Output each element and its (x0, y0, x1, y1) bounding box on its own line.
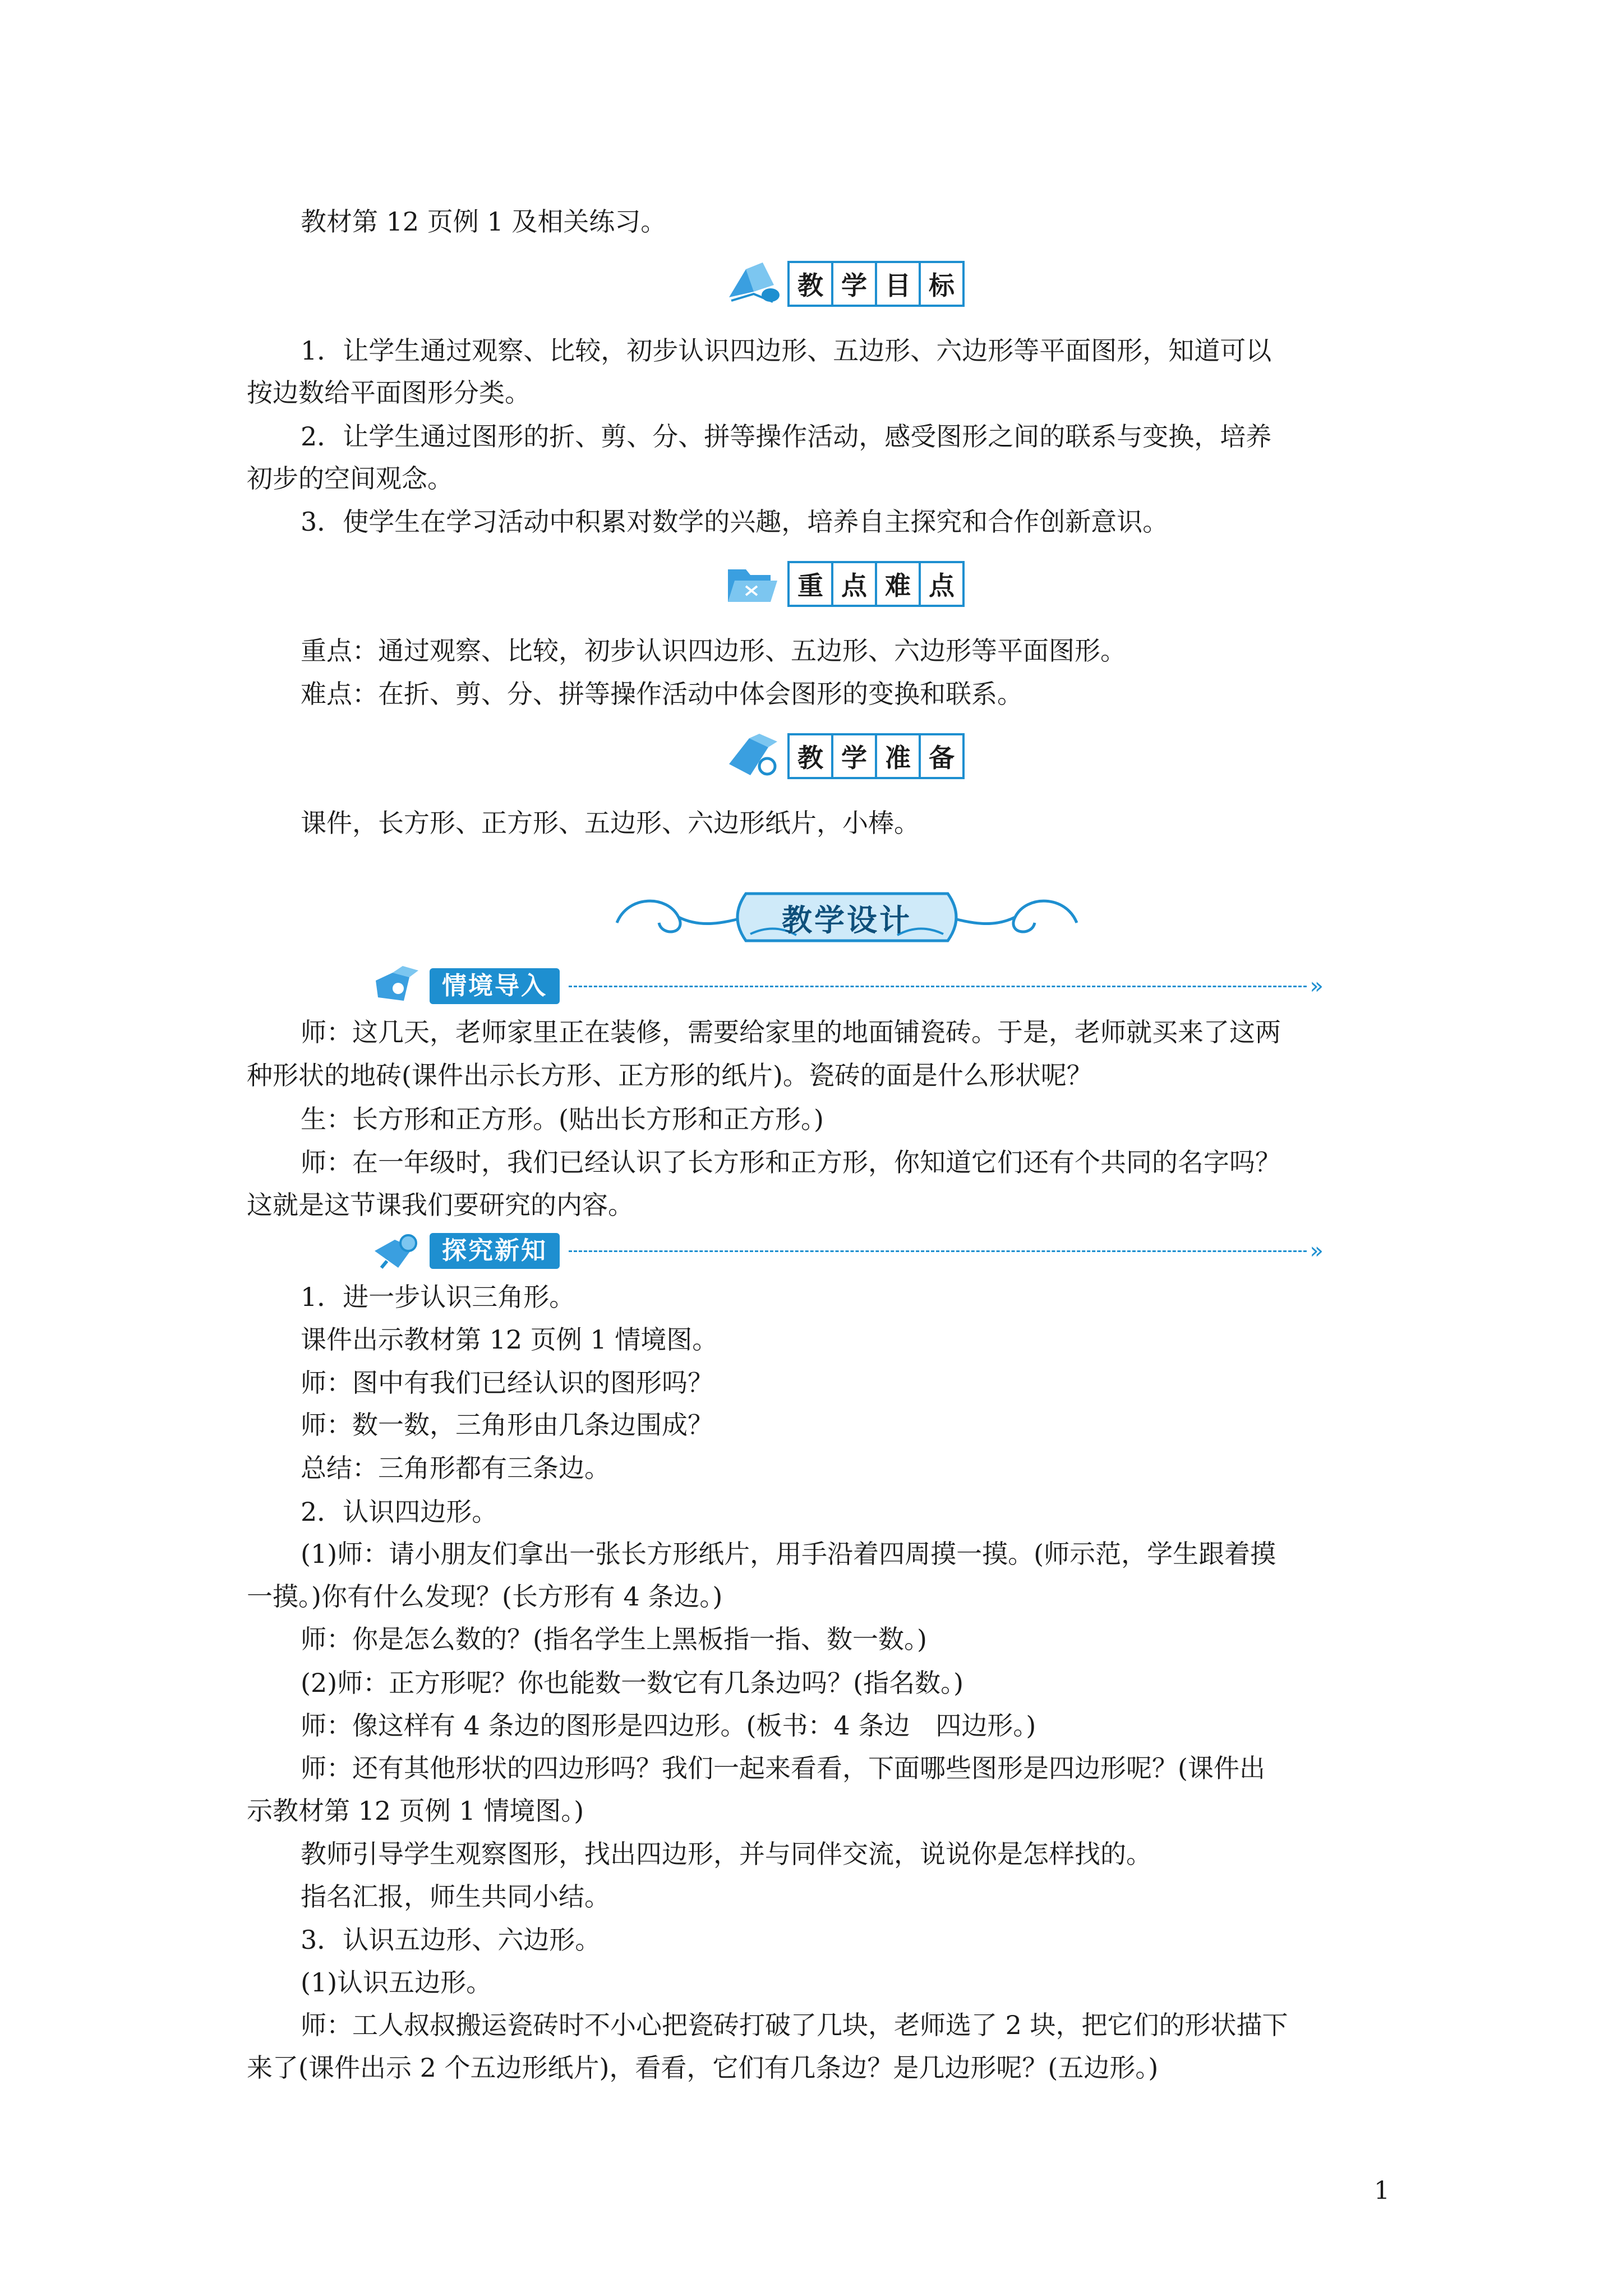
goal-line: 2．让学生通过图形的折、剪、分、拼等操作活动，感受图形之间的联系与变换，培养 (301, 421, 1272, 452)
goals-heading-char: 学 (831, 261, 877, 307)
explore-line: 总结：三角形都有三条边。 (301, 1453, 610, 1483)
keypoint-line: 重点：通过观察、比较，初步认识四边形、五边形、六边形等平面图形。 (301, 636, 1126, 666)
explore-line: 2．认识四边形。 (301, 1497, 498, 1527)
prep-heading-char: 学 (831, 733, 877, 779)
intro-section-header (370, 964, 1324, 1009)
prep-heading-char: 备 (919, 733, 965, 779)
explore-line: 师：你是怎么数的？(指名学生上黑板指一指、数一数。) (301, 1624, 927, 1654)
goals-heading-char: 标 (919, 261, 965, 307)
page-number: 1 (1374, 2177, 1390, 2205)
prep-heading-char: 教 (787, 733, 833, 779)
goals-heading-char: 教 (787, 261, 833, 307)
book-icon (723, 258, 784, 310)
explore-line: (1)认识五边形。 (301, 1967, 492, 1998)
intro-line: 师：这几天，老师家里正在装修，需要给家里的地面铺瓷砖。于是，老师就买来了这两 (301, 1017, 1281, 1047)
explore-section-header (370, 1228, 1324, 1273)
keypoints-heading (723, 558, 965, 610)
prep-heading-char: 准 (875, 733, 921, 779)
explore-line: 教师引导学生观察图形，找出四边形，并与同伴交流，说说你是怎样找的。 (301, 1839, 1152, 1869)
explore-line: 指名汇报，师生共同小结。 (301, 1881, 610, 1912)
explore-line: 课件出示教材第 12 页例 1 情境图。 (301, 1324, 718, 1355)
folder-icon (723, 558, 784, 610)
intro-line: 师：在一年级时，我们已经认识了长方形和正方形，你知道它们还有个共同的名字吗？ (301, 1147, 1281, 1177)
intro-line: 生：长方形和正方形。(贴出长方形和正方形。) (301, 1104, 824, 1134)
goal-line: 3．使学生在学习活动中积累对数学的兴趣，培养自主探究和合作创新意识。 (301, 507, 1169, 537)
intro-line: 种形状的地砖(课件出示长方形、正方形的纸片)。瓷砖的面是什么形状呢？ (247, 1060, 1092, 1091)
goals-heading (723, 258, 965, 310)
intro-tag: 情境导入 (430, 968, 560, 1004)
double-chevron-icon: » (1310, 973, 1324, 999)
intro-text: 教材第 12 页例 1 及相关练习。 (301, 206, 667, 237)
explore-line: 师：数一数，三角形由几条边围成？ (301, 1410, 713, 1440)
explore-line: 示教材第 12 页例 1 情境图。) (247, 1796, 584, 1826)
magnifier-icon (370, 1228, 425, 1273)
explore-line: 3．认识五边形、六边形。 (301, 1925, 601, 1955)
design-title: 教学设计 (782, 902, 912, 938)
intro-line: 这就是这节课我们要研究的内容。 (247, 1190, 634, 1220)
explore-tag: 探究新知 (430, 1233, 560, 1269)
dashed-divider (569, 986, 1307, 987)
explore-line: 一摸。)你有什么发现？(长方形有 4 条边。) (247, 1581, 723, 1612)
explore-line: 师：图中有我们已经认识的图形吗？ (301, 1368, 713, 1398)
prep-heading (723, 730, 965, 782)
camera-icon (370, 964, 425, 1009)
keypoints-heading-char: 重 (787, 561, 833, 607)
goal-line: 按边数给平面图形分类。 (247, 378, 531, 408)
explore-line: (1)师：请小朋友们拿出一张长方形纸片，用手沿着四周摸一摸。(师示范，学生跟着摸 (301, 1539, 1276, 1569)
goal-line: 1．让学生通过观察、比较，初步认识四边形、五边形、六边形等平面图形，知道可以 (301, 335, 1272, 366)
keypoints-heading-char: 点 (919, 561, 965, 607)
explore-line: 师：工人叔叔搬运瓷砖时不小心把瓷砖打破了几块，老师选了 2 块，把它们的形状描下 (301, 2010, 1288, 2040)
explore-line: 师：像这样有 4 条边的图形是四边形。(板书：4 条边 四边形。) (301, 1710, 1036, 1741)
tools-icon (723, 730, 784, 782)
keypoints-heading-char: 点 (831, 561, 877, 607)
keypoints-heading-char: 难 (875, 561, 921, 607)
goals-heading-char: 目 (875, 261, 921, 307)
explore-line: 来了(课件出示 2 个五边形纸片)，看看，它们有几条边？是几边形呢？(五边形。) (247, 2053, 1159, 2083)
explore-line: 1．进一步认识三角形。 (301, 1282, 575, 1312)
goal-line: 初步的空间观念。 (247, 463, 453, 494)
dashed-divider (569, 1250, 1307, 1252)
explore-line: (2)师：正方形呢？你也能数一数它有几条边吗？(指名数。) (301, 1668, 964, 1698)
prep-text: 课件，长方形、正方形、五边形、六边形纸片，小棒。 (301, 808, 920, 838)
explore-line: 师：还有其他形状的四边形吗？我们一起来看看，下面哪些图形是四边形呢？(课件出 (301, 1753, 1265, 1783)
keypoint-line: 难点：在折、剪、分、拼等操作活动中体会图形的变换和联系。 (301, 679, 1023, 709)
double-chevron-icon: » (1310, 1238, 1324, 1264)
